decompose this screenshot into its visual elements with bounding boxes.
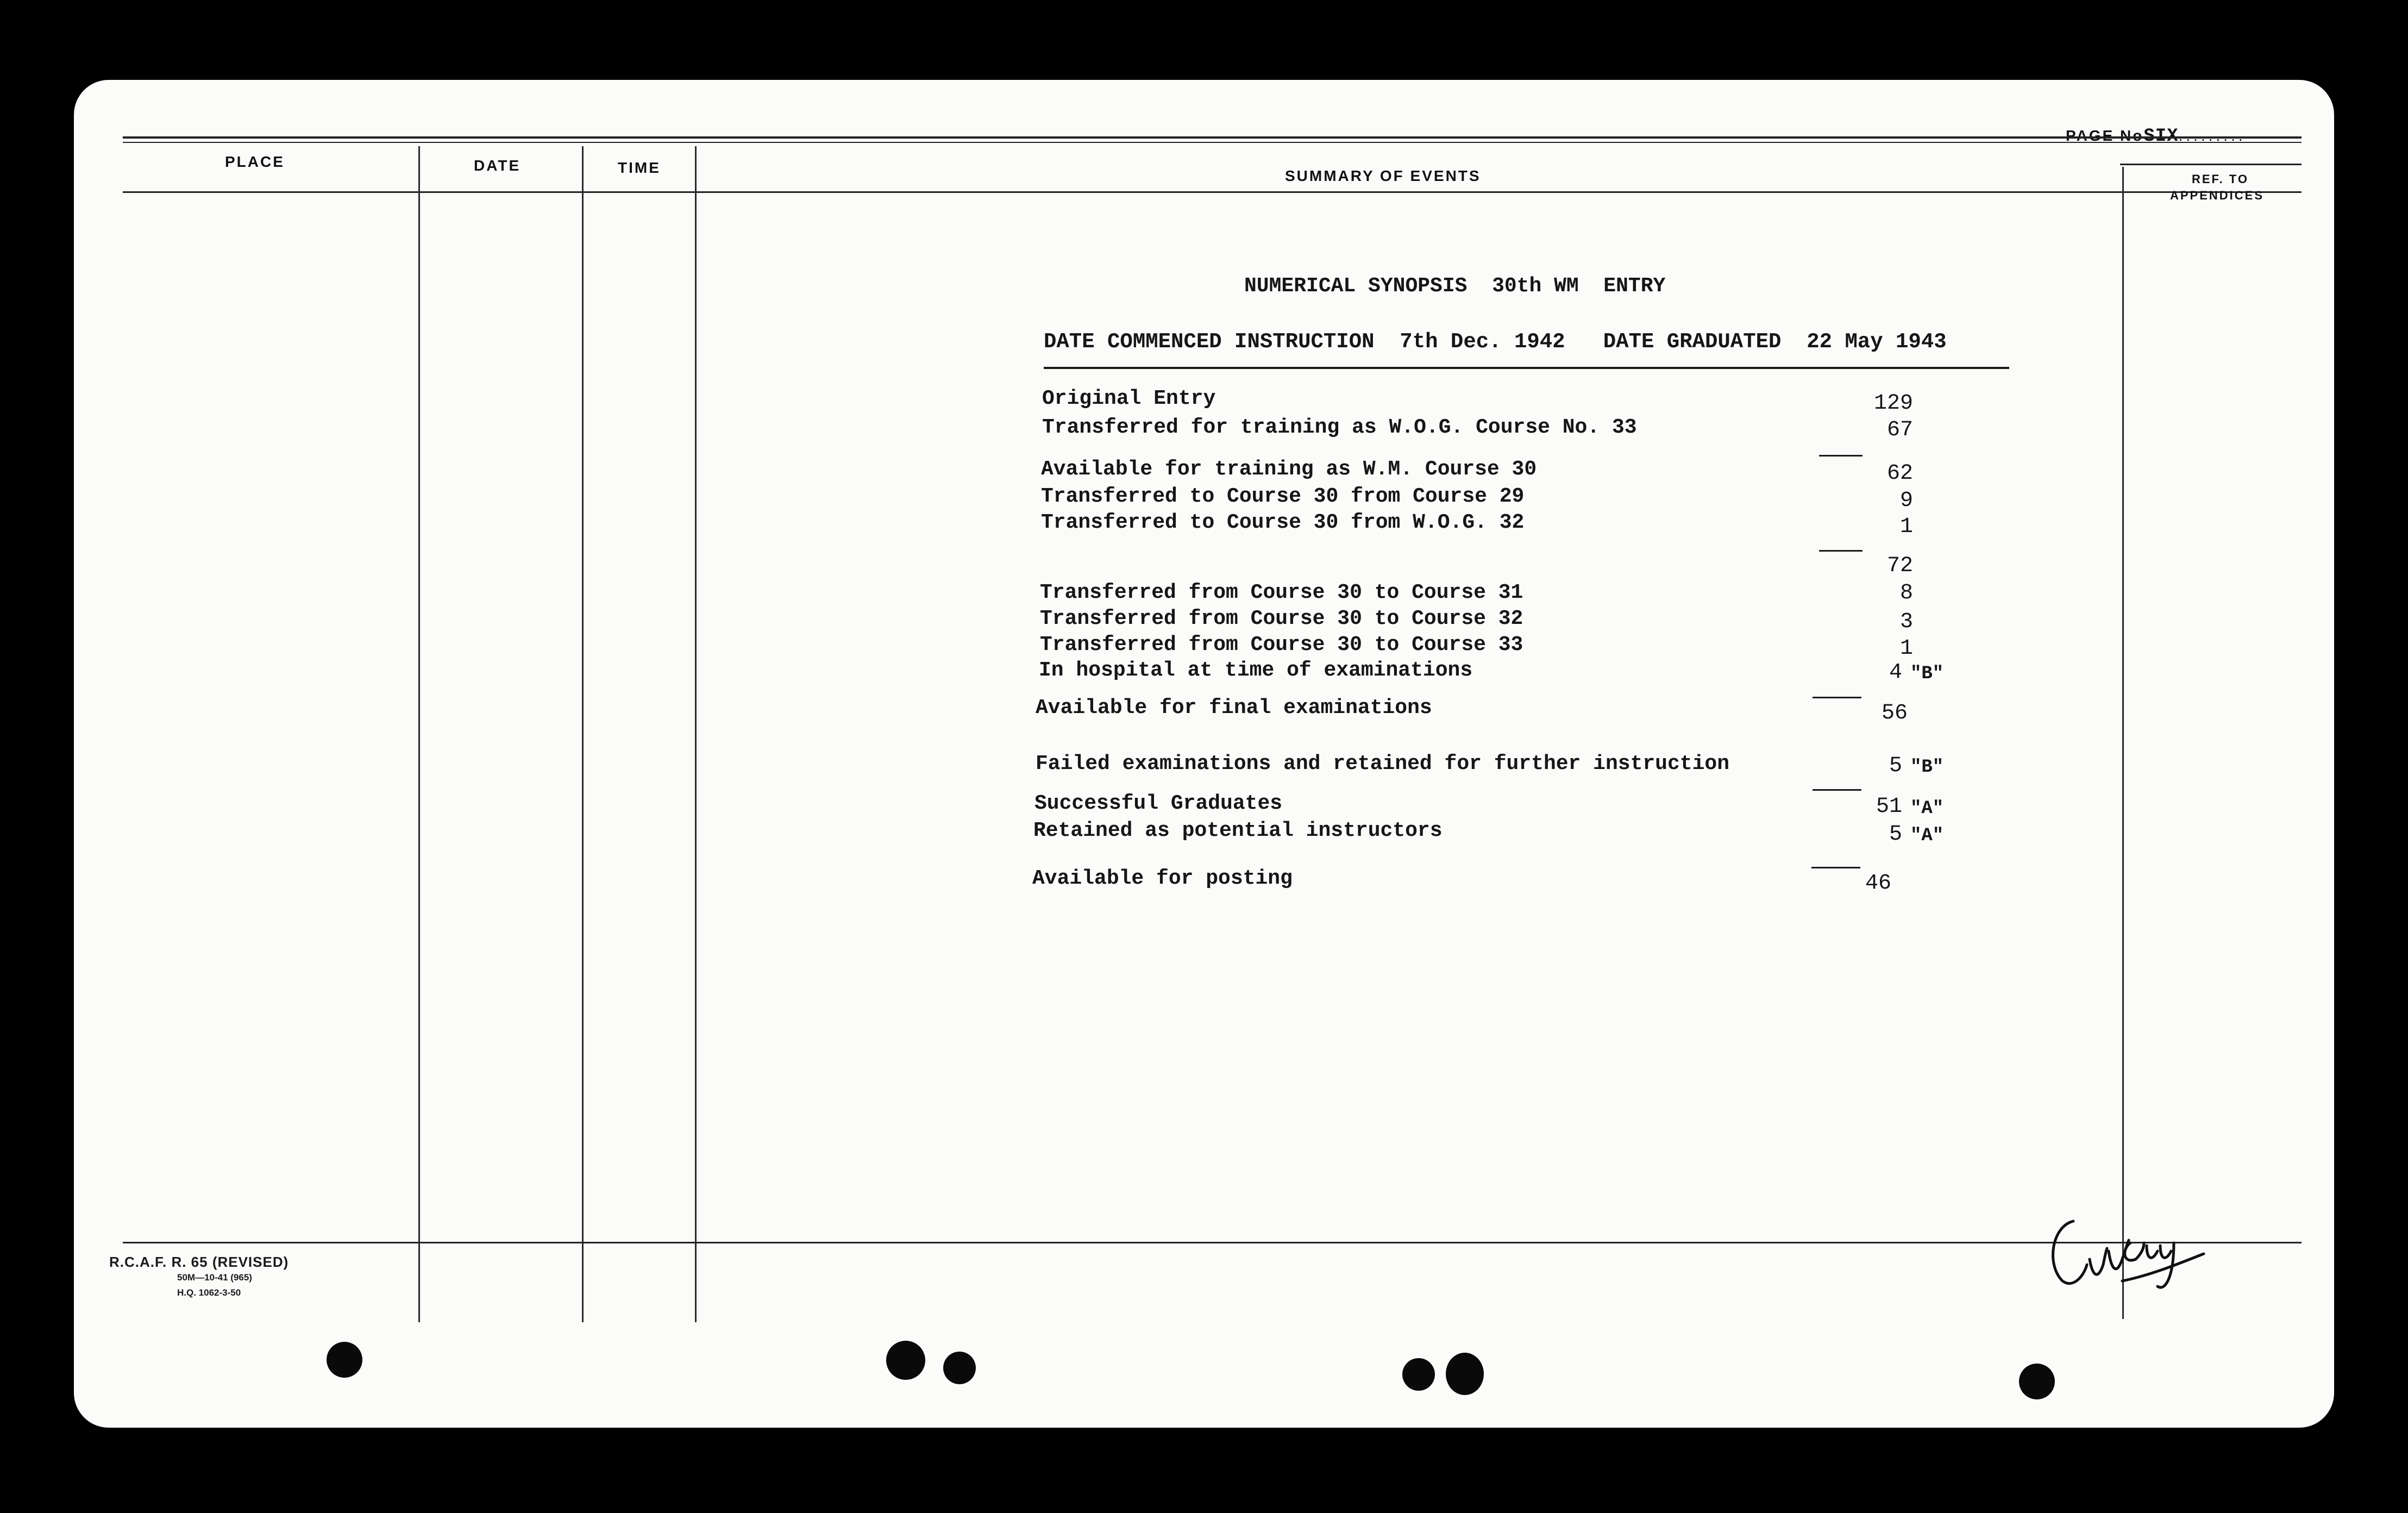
entry-label: Failed examinations and retained for further instruction: [1036, 752, 1730, 776]
entry-grade: "A": [1910, 798, 1944, 819]
entry-label: Original Entry: [1042, 387, 1216, 410]
column-divider-3: [695, 146, 697, 1322]
punch-hole: [2019, 1364, 2055, 1399]
entry-value: 9: [1899, 489, 1913, 513]
entry-value: 8: [1899, 581, 1913, 605]
footer-rule: [123, 1242, 2302, 1243]
entry-grade: "B": [1910, 664, 1944, 684]
punch-hole: [327, 1342, 362, 1378]
entry-label: Transferred to Course 30 from Course 29: [1041, 485, 1525, 508]
dates-underline: [1044, 367, 2009, 369]
signature: [2041, 1199, 2220, 1308]
entry-label: Transferred to Course 30 from W.O.G. 32: [1041, 511, 1525, 534]
entry-value: 5: [1889, 754, 1902, 778]
page-number: PAGE NoSIX.........: [2066, 126, 2246, 147]
entry-value: 1: [1899, 636, 1913, 661]
header-rule-mid: [2120, 164, 2302, 165]
synopsis-title: NUMERICAL SYNOPSIS 30th WM ENTRY: [1244, 274, 1666, 298]
entry-label: In hospital at time of examinations: [1039, 659, 1473, 682]
column-header-date: DATE: [474, 157, 521, 174]
subtotal-rule: [1813, 789, 1861, 791]
entry-label: Transferred for training as W.O.G. Course No. 33: [1042, 416, 1637, 439]
column-header-ref-line1: REF. TO: [2192, 172, 2249, 186]
punch-hole: [886, 1341, 925, 1380]
entry-value: 5: [1889, 822, 1902, 847]
entry-label: Transferred from Course 30 to Course 31: [1040, 581, 1523, 604]
page-number-label: PAGE No: [2066, 127, 2144, 144]
entry-value: 46: [1865, 871, 1891, 896]
header-rule-top-2: [123, 142, 2302, 143]
subtotal-rule: [1819, 455, 1863, 457]
entry-grade: "A": [1910, 826, 1944, 846]
punch-hole: [1402, 1358, 1435, 1391]
column-header-place: PLACE: [225, 153, 285, 170]
column-divider-1: [418, 146, 420, 1322]
form-id-line3: H.Q. 1062-3-50: [177, 1287, 241, 1298]
column-header-ref-line2: APPENDICES: [2170, 189, 2265, 202]
entry-value: 56: [1881, 701, 1908, 726]
entry-label: Transferred from Course 30 to Course 33: [1040, 633, 1523, 657]
header-rule-top: [123, 136, 2302, 139]
header-rule-bottom: [123, 191, 2302, 193]
subtotal-rule: [1811, 867, 1860, 868]
entry-label: Available for final examinations: [1036, 696, 1432, 720]
entry-value: 1: [1899, 515, 1913, 539]
column-header-summary: SUMMARY OF EVENTS: [1285, 167, 1481, 184]
form-id-line2: 50M—10-41 (965): [177, 1272, 252, 1283]
entry-value: 3: [1899, 610, 1913, 634]
entry-value: 72: [1886, 554, 1913, 578]
subtotal-rule: [1819, 550, 1863, 552]
entry-label: Transferred from Course 30 to Course 32: [1040, 607, 1523, 630]
entry-value: 67: [1886, 418, 1913, 442]
column-divider-2: [582, 146, 584, 1322]
entry-value: 62: [1886, 461, 1913, 486]
entry-label: Available for training as W.M. Course 30: [1041, 458, 1537, 481]
form-id-line1: R.C.A.F. R. 65 (REVISED): [109, 1254, 289, 1270]
punch-hole: [943, 1352, 976, 1384]
entry-grade: "B": [1910, 757, 1944, 778]
war-diary-sheet: [74, 80, 2334, 1428]
dates-line: DATE COMMENCED INSTRUCTION 7th Dec. 1942 DATE GRADUATED 22 May 1943: [1044, 330, 1947, 354]
subtotal-rule: [1813, 697, 1861, 698]
entry-label: Successful Graduates: [1034, 792, 1283, 815]
punch-hole: [1446, 1353, 1484, 1395]
page-number-value: SIX: [2143, 126, 2179, 147]
entry-value: 4: [1889, 660, 1902, 685]
column-header-time: TIME: [618, 159, 661, 176]
entry-value: 51: [1876, 795, 1902, 819]
entry-value: 129: [1873, 391, 1913, 416]
entry-label: Retained as potential instructors: [1033, 819, 1443, 842]
column-divider-4: [2122, 167, 2124, 1319]
entry-label: Available for posting: [1032, 867, 1293, 890]
